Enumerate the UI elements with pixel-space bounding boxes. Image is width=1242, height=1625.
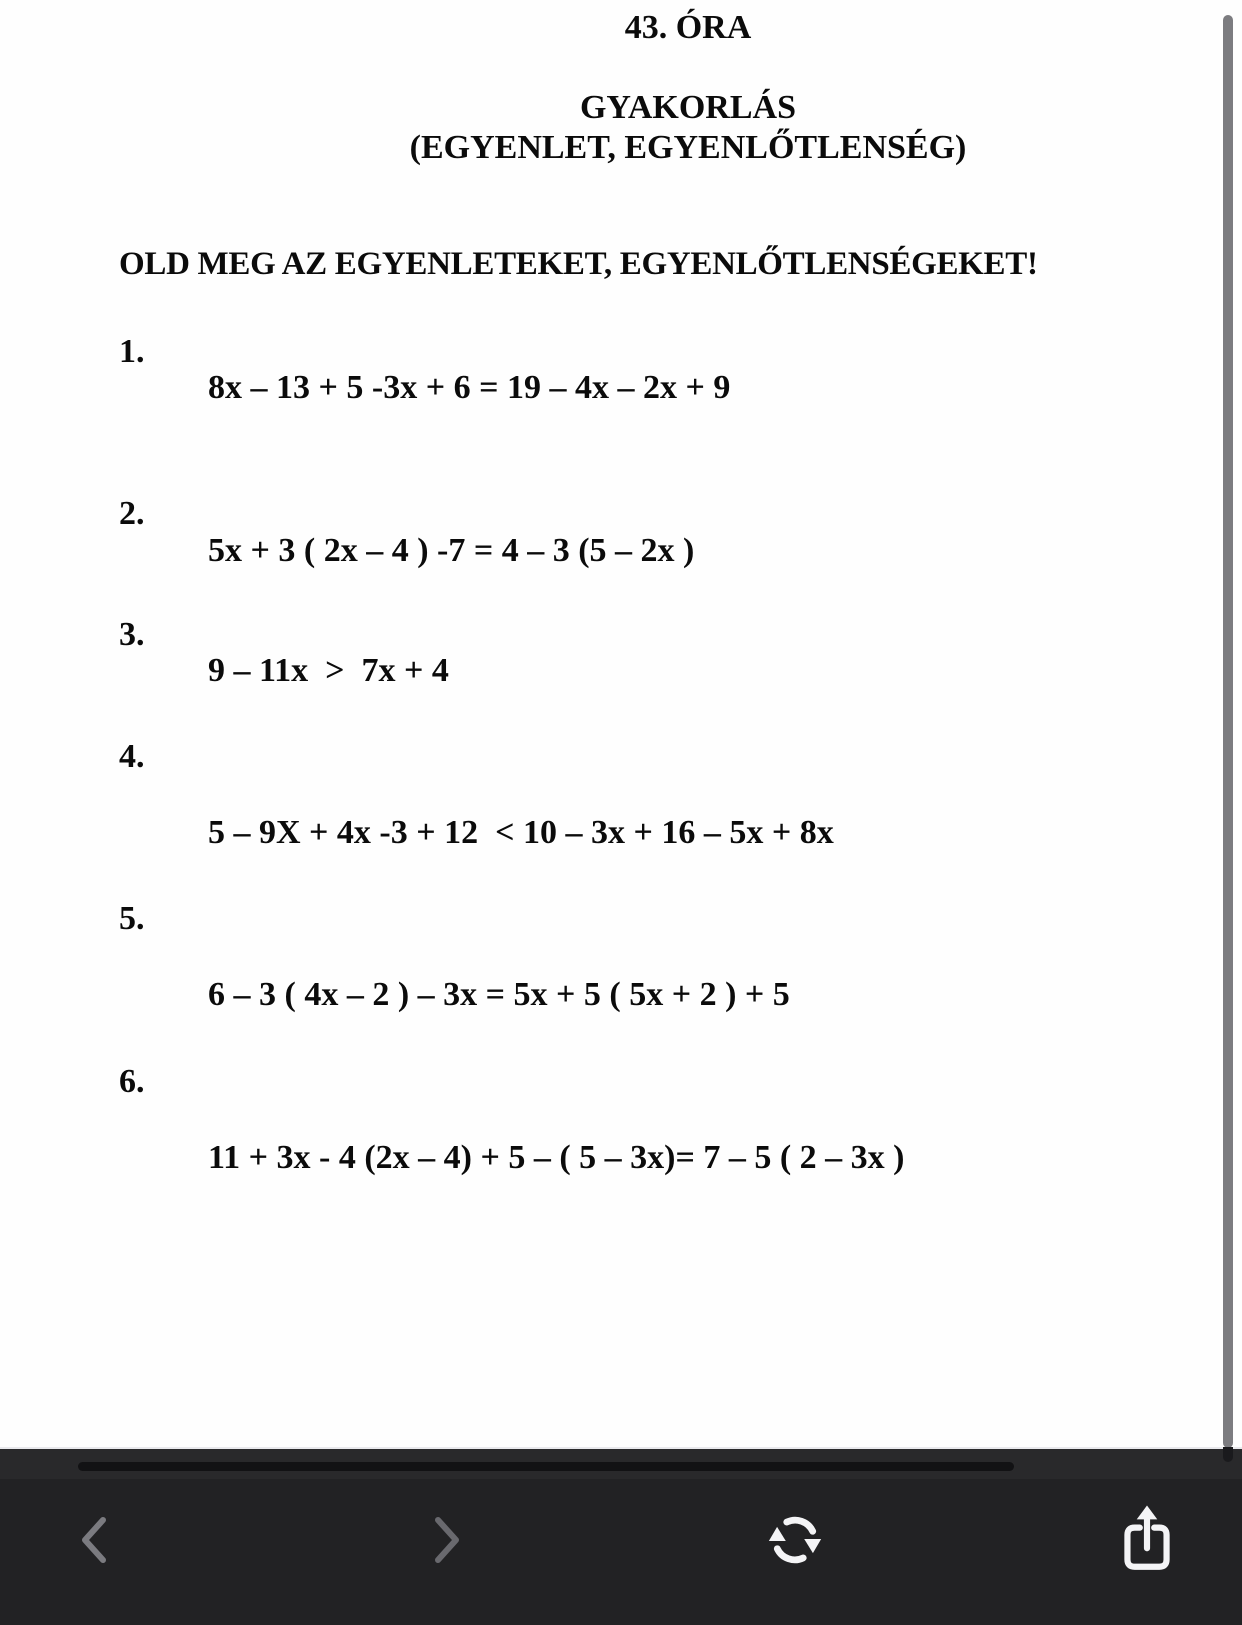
share-button[interactable]	[1112, 1505, 1182, 1575]
refresh-button[interactable]	[760, 1505, 830, 1575]
doc-heading: OLD MEG AZ EGYENLETEKET, EGYENLŐTLENSÉGEKET!	[119, 246, 1038, 282]
problem-number: 2.	[119, 495, 145, 532]
problem-number: 1.	[119, 333, 145, 370]
problem-number: 4.	[119, 738, 145, 775]
chevron-left-icon	[81, 1517, 107, 1563]
doc-subtitle-paren: (EGYENLET, EGYENLŐTLENSÉG)	[409, 129, 967, 166]
vertical-scrollbar-tip	[1223, 1447, 1233, 1462]
horizontal-scrollbar[interactable]	[78, 1462, 1014, 1471]
back-button[interactable]	[59, 1505, 129, 1575]
share-icon	[1119, 1505, 1175, 1575]
problem-expression: 5 – 9X + 4x -3 + 12 < 10 – 3x + 16 – 5x + 8x	[208, 814, 834, 851]
horizontal-scroll-track	[0, 1447, 1242, 1479]
vertical-scrollbar[interactable]	[1223, 15, 1233, 1448]
problem-expression: 9 – 11x > 7x + 4	[208, 652, 449, 689]
doc-subtitle: GYAKORLÁS	[579, 89, 797, 126]
problem-expression: 11 + 3x - 4 (2x – 4) + 5 – ( 5 – 3x)= 7 – 5 ( 2 – 3x )	[208, 1139, 905, 1176]
problem-expression: 6 – 3 ( 4x – 2 ) – 3x = 5x + 5 ( 5x + 2 ) + 5	[208, 976, 790, 1013]
refresh-icon	[764, 1509, 826, 1571]
forward-button[interactable]	[412, 1505, 482, 1575]
problem-number: 5.	[119, 900, 145, 937]
browser-toolbar	[0, 1479, 1242, 1625]
lesson-title: 43. ÓRA	[624, 9, 752, 46]
problem-number: 3.	[119, 616, 145, 653]
problem-expression: 5x + 3 ( 2x – 4 ) -7 = 4 – 3 (5 – 2x )	[208, 532, 695, 569]
problem-expression: 8x – 13 + 5 -3x + 6 = 19 – 4x – 2x + 9	[208, 369, 731, 406]
problem-number: 6.	[119, 1063, 145, 1100]
chevron-right-icon	[434, 1517, 460, 1563]
